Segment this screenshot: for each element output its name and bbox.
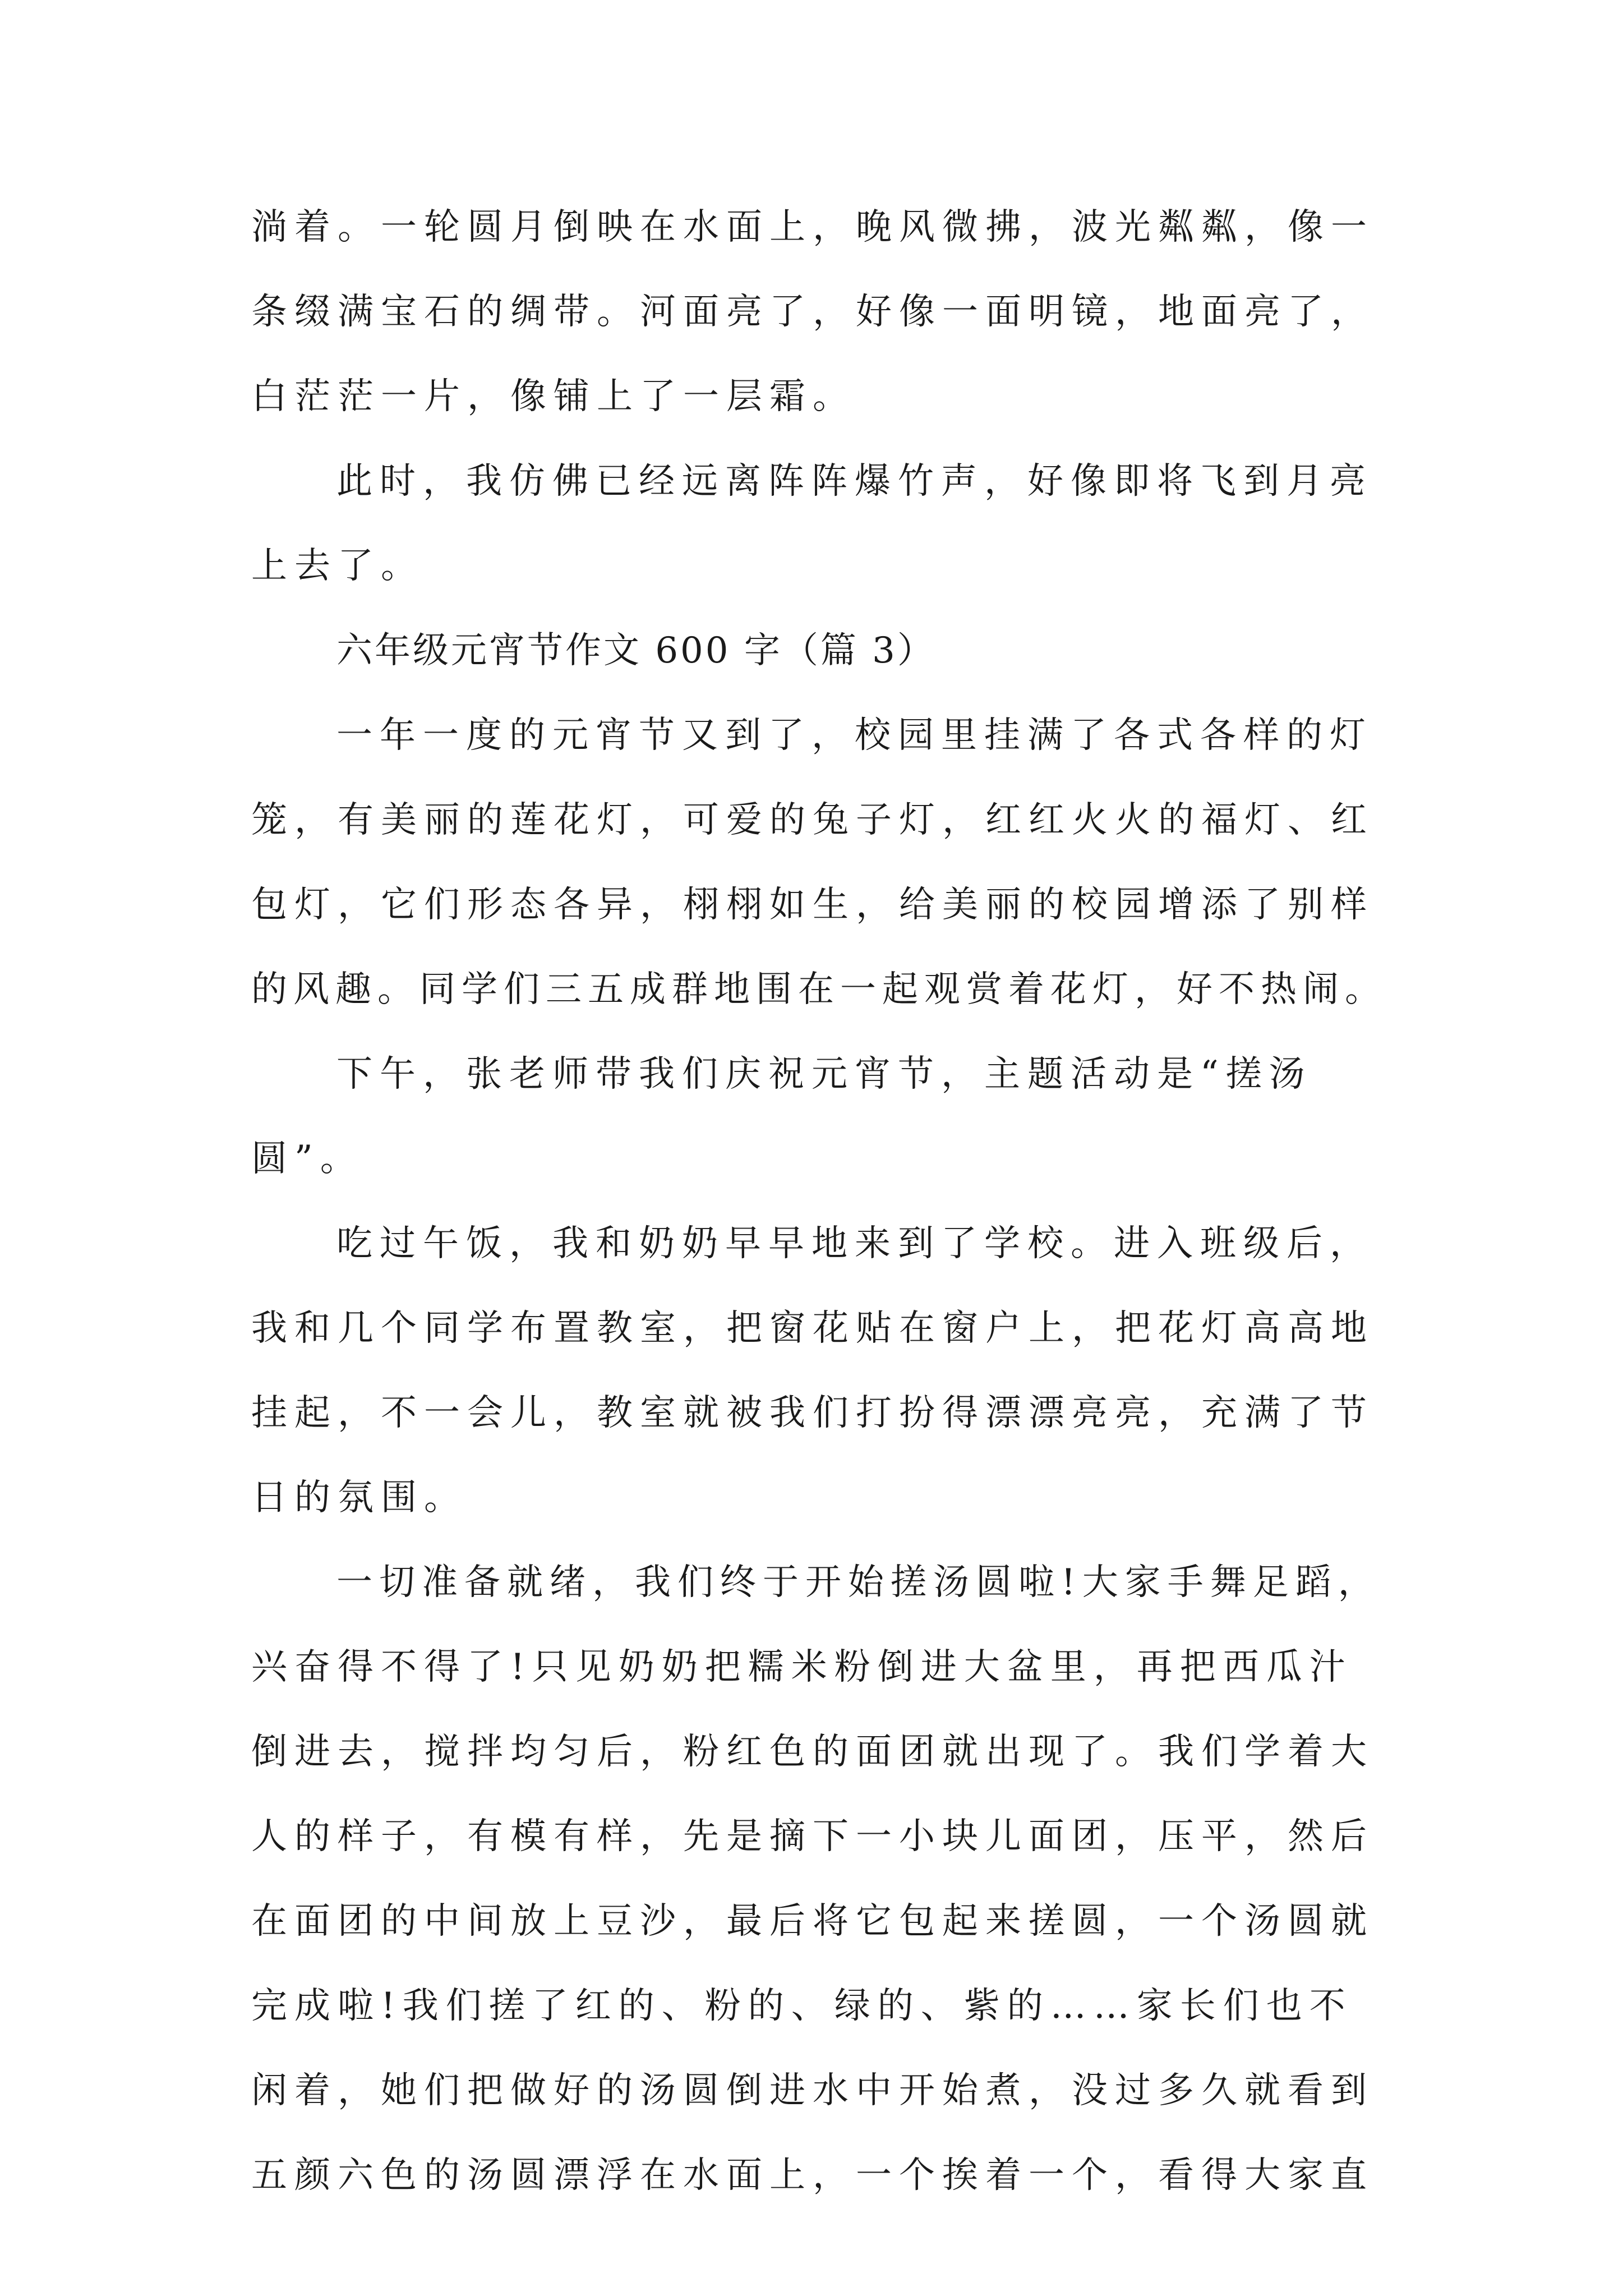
- text-line: 五颜六色的汤圆漂浮在水面上，一个挨着一个，看得大家直: [251, 2155, 1374, 2196]
- text-line: 淌着。一轮圆月倒映在水面上，晚风微拂，波光粼粼，像一: [251, 206, 1374, 248]
- text-line: 上去了。: [251, 545, 424, 587]
- paragraph-first-line: 一切准备就绪，我们终于开始搓汤圆啦!大家手舞足蹈，: [336, 1562, 1381, 1603]
- body-text: [251, 185, 1390, 2218]
- text-line: 兴奋得不得了!只见奶奶把糯米粉倒进大盆里，再把西瓜汁: [251, 1646, 1353, 1688]
- paragraph-first-line: 此时，我仿佛已经远离阵阵爆竹声，好像即将飞到月亮: [336, 461, 1373, 502]
- text-line: 条缀满宝石的绸带。河面亮了，好像一面明镜，地面亮了，: [251, 291, 1374, 333]
- paragraph-first-line: 吃过午饭，我和奶奶早早地来到了学校。进入班级后，: [336, 1223, 1373, 1264]
- text-line: 闲着，她们把做好的汤圆倒进水中开始煮，没过多久就看到: [251, 2070, 1374, 2111]
- text-line: 我和几个同学布置教室，把窗花贴在窗户上，把花灯高高地: [251, 1308, 1374, 1349]
- text-line: 笼，有美丽的莲花灯，可爱的兔子灯，红红火火的福灯、红: [251, 799, 1374, 841]
- section-heading: 六年级元宵节作文 600 字（篇 3）: [336, 630, 935, 671]
- text-line: 完成啦!我们搓了红的、粉的、绿的、紫的……家长们也不: [251, 1985, 1353, 2027]
- paragraph-first-line: 一年一度的元宵节又到了，校园里挂满了各式各样的灯: [336, 715, 1373, 756]
- text-line: 挂起，不一会儿，教室就被我们打扮得漂漂亮亮，充满了节: [251, 1392, 1374, 1434]
- text-line: 倒进去，搅拌均匀后，粉红色的面团就出现了。我们学着大: [251, 1731, 1374, 1773]
- text-line: 在面团的中间放上豆沙，最后将它包起来搓圆，一个汤圆就: [251, 1901, 1374, 1942]
- text-line: 圆”。: [251, 1138, 363, 1180]
- text-line: 人的样子，有模有样，先是摘下一小块儿面团，压平，然后: [251, 1816, 1374, 1857]
- text-line: 白茫茫一片，像铺上了一层霜。: [251, 376, 856, 417]
- paragraph-first-line: 下午，张老师带我们庆祝元宵节，主题活动是“搓汤: [336, 1053, 1312, 1095]
- text-line: 包灯，它们形态各异，栩栩如生，给美丽的校园增添了别样: [251, 884, 1374, 926]
- text-line: 日的氛围。: [251, 1477, 467, 1519]
- text-line: 的风趣。同学们三五成群地围在一起观赏着花灯，好不热闹。: [251, 969, 1387, 1010]
